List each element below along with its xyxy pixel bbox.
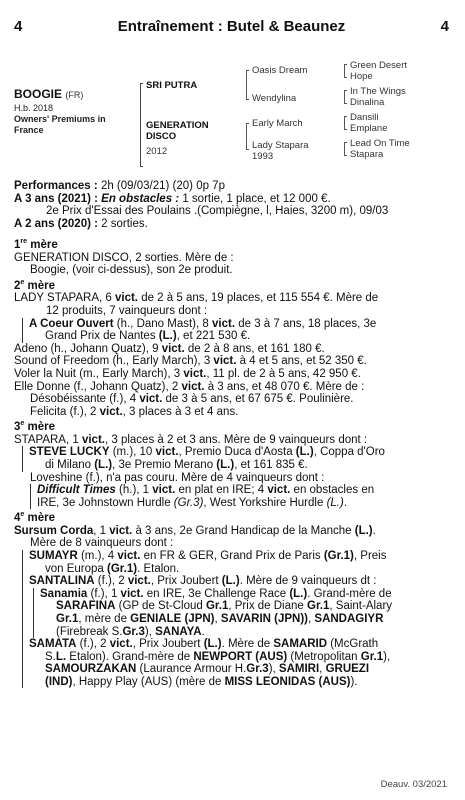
- pedigree-bracket: [246, 123, 249, 150]
- performance-text: [14, 180, 454, 688]
- m4-santalina: SANTALINA (f.), 2 vict., Prix Joubert (L.). Mère de 9 vainqueurs dt : Sanamia (f.), 1 vict. en IRE, 3e Challenge Race (L.). Grand-mère de SARAFINA (GP de St-Cloud Gr.1, Prix de Diane Gr.1, Saint-Alary Gr.1, mère de GENIALE (JPN), SAVARIN (JPN)), SANDAGIYR (Firebreak S.Gr.3), SANAYA. SAMATA (f.), 2 vict., Prix Joubert (L.). Mère de SAMARID (McGrath S.L. Etalon). Grand-mère de NEWPORT (AUS) (Metropolitan Gr.1), SAMOURZAKAN (Laurance Armour H.Gr.3), SAMIRI, GRUEZI (IND), Happy Play (AUS) (mère de MISS LEONIDAS (AUS)).: [22, 575, 454, 688]
- horse-owner: Owners' Premiums in France: [14, 114, 106, 135]
- m2-sound-of-freedom: Sound of Freedom (h., Early March), 3 vict. à 4 et 5 ans, et 52 350 €.: [14, 355, 367, 368]
- m3-line1: STAPARA, 1 vict., 3 places à 2 et 3 ans. Mère de 9 vainqueurs dont :: [14, 433, 368, 446]
- horse-description: H.b. 2018: [14, 103, 54, 113]
- page-title: Entraînement : Butel & Beaunez: [117, 18, 346, 35]
- section-4th-dam: 4e mère: [14, 511, 55, 525]
- m2-voler-la-nuit: Voler la Nuit (m., Early March), 3 vict., 11 pl. de 2 à 5 ans, 42 950 €.: [14, 367, 361, 380]
- footer-catalogue-ref: Deauv. 03/2021: [380, 779, 447, 790]
- pedigree-bracket: [140, 83, 143, 167]
- m3-loveshine: Loveshine (f.), n'a pas couru. Mère de 4 vainqueurs dont :: [30, 471, 325, 484]
- sire-sire: Oasis Dream: [252, 65, 308, 76]
- gen3-ds: Dansili Emplane: [350, 112, 388, 134]
- gen3-dd: Lead On Time Stapara: [350, 138, 410, 160]
- dam-dam: Lady Stapara 1993: [252, 140, 309, 162]
- performances-line: Performances : 2h (09/03/21) (20) 0p 7p: [14, 180, 225, 192]
- m1-line1: GENERATION DISCO, 2 sorties. Mère de :: [14, 251, 234, 264]
- section-3rd-dam: 3e mère: [14, 420, 55, 434]
- m2-felicita: Felicita (f.), 2 vict., 3 places à 3 et 4 ans.: [30, 405, 239, 418]
- gen3-sd: In The Wings Dinalina: [350, 86, 406, 108]
- pedigree-block: [14, 60, 454, 180]
- perf-2yo: A 2 ans (2020) : 2 sorties.: [14, 217, 148, 230]
- m3-difficult-times: Difficult Times (h.), 1 vict. en plat en IRE; 4 vict. en obstacles en IRE, 3e Johnstown Hurdle (Gr.3), West Yorkshire Hurdle (L.).: [30, 484, 454, 509]
- page-number-left: 4: [14, 18, 23, 35]
- dam: GENERATION DISCO: [146, 120, 209, 142]
- pedigree-bracket: [344, 116, 347, 130]
- m4-line2: Mère de 8 vainqueurs dont :: [30, 537, 174, 550]
- m3-steve-lucky: STEVE LUCKY (m.), 10 vict., Premio Duca d'Aosta (L.), Coppa d'Oro di Milano (L.), 3e Premio Merano (L.), et 161 835 €.: [22, 446, 454, 471]
- horse-name: BOOGIE (FR): [14, 87, 84, 101]
- sire-dam: Wendylina: [252, 93, 297, 104]
- perf-3yo-detail: 2e Prix d'Essai des Poulains .(Compiègne, l, Haies, 3200 m), 09/03: [46, 205, 389, 218]
- section-2nd-dam: 2e mère: [14, 278, 55, 292]
- m4-sanamia: Sanamia (f.), 1 vict. en IRE, 3e Challenge Race (L.). Grand-mère de SARAFINA (GP de St-Cloud Gr.1, Prix de Diane Gr.1, Saint-Alary Gr.1, mère de GENIALE (JPN), SAVARIN (JPN)), SANDAGIYR (Firebreak S.Gr.3), SANAYA.: [33, 588, 454, 638]
- m2-line2: 12 produits, 7 vainqueurs dont :: [46, 305, 208, 317]
- page-header: [14, 18, 449, 38]
- perf-3yo: A 3 ans (2021) : En obstacles : 1 sortie, 1 place, et 12 000 €.: [14, 192, 331, 205]
- m2-desobeissante: Désobéissante (f.), 4 vict. de 3 à 5 ans, et 67 675 €. Poulinière.: [30, 393, 354, 406]
- m1-line2: Boogie, (voir ci-dessus), son 2e produit.: [30, 264, 233, 277]
- page-number-right: 4: [440, 18, 449, 35]
- sire: SRI PUTRA: [146, 80, 198, 91]
- dam-year: 2012: [146, 146, 168, 157]
- m4-line1: Sursum Corda, 1 vict. à 3 ans, 2e Grand Handicap de la Manche (L.).: [14, 524, 376, 537]
- pedigree-bracket: [344, 64, 347, 78]
- m2-progeny-a-coeur-ouvert: A Coeur Ouvert (h., Dano Mast), 8 vict. de 3 à 7 ans, 18 places, 3e Grand Prix de Nantes (L.), et 221 530 €.: [22, 318, 454, 343]
- m2-line1: LADY STAPARA, 6 vict. de 2 à 5 ans, 19 places, et 115 554 €. Mère de: [14, 292, 379, 305]
- m4-sumayr: SUMAYR (m.), 4 vict. en FR & GER, Grand Prix de Paris (Gr.1), Preis von Europa (Gr.1). Etalon.: [22, 550, 454, 575]
- pedigree-bracket: [344, 142, 347, 156]
- horse-details: [14, 103, 132, 136]
- section-1st-dam: 1re mère: [14, 238, 58, 252]
- pedigree-bracket: [344, 90, 347, 104]
- pedigree-bracket: [246, 70, 249, 100]
- m2-elle-donne: Elle Donne (f., Johann Quatz), 2 vict. à 3 ans, et 48 070 €. Mère de :: [14, 380, 365, 393]
- gen3-ss: Green Desert Hope: [350, 60, 408, 82]
- m2-adeno: Adeno (h., Johann Quatz), 9 vict. de 2 à 8 ans, et 161 180 €.: [14, 342, 325, 355]
- dam-sire: Early March: [252, 118, 303, 129]
